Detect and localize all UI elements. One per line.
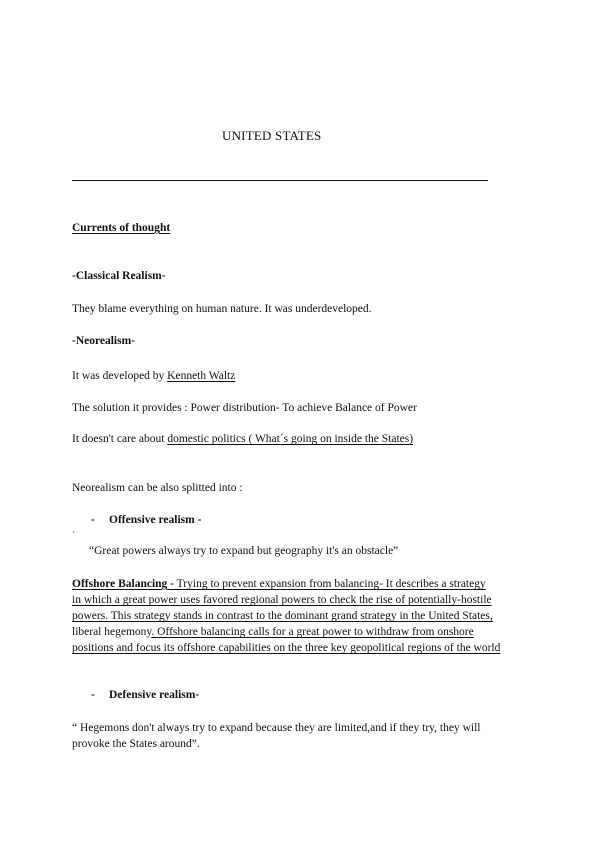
classical-realism-text: They blame everything on human nature. It was underdeveloped. (72, 303, 372, 315)
liberal-hegemony: liberal hegemony (72, 626, 152, 638)
defensive-bullet: - (91, 689, 95, 701)
heading-offensive-realism: Offensive realism - (109, 514, 202, 526)
offshore-balancing-label: Offshore Balancing - (72, 578, 175, 590)
offshore-line-1 (72, 577, 486, 591)
heading-defensive-realism: Defensive realism- (109, 689, 200, 701)
offshore-line-4 (72, 625, 474, 639)
care-prefix: It doesn't care about (72, 433, 168, 445)
defensive-quote-line-1: “ Hegemons don't always try to expand because they are limited,and if they try, they will (72, 722, 481, 734)
heading-neorealism: -Neorealism- (72, 335, 136, 347)
offshore-line-4b: . Offshore balancing calls for a great power to withdraw from onshore (151, 626, 474, 638)
neorealism-developed-line (72, 369, 235, 383)
offshore-line-2a: in which a great power (72, 594, 181, 606)
neorealism-care-line (72, 432, 413, 446)
developed-prefix: It was developed by (72, 370, 168, 382)
neorealism-solution: The solution it provides : Power distribution- To achieve Balance of Power (72, 402, 417, 414)
offshore-line-5: positions and focus its offshore capabilities on the three key geopolitical regions of the world (72, 642, 501, 654)
section-heading-currents: Currents of thought (72, 222, 171, 234)
offshore-line-1-text: Trying to prevent expansion from balancing- It describes a strategy (174, 578, 486, 590)
offshore-line-2b: uses favored regional powers to check the rise of potentially-hostile (180, 594, 492, 606)
offshore-line-2 (72, 593, 492, 607)
stray-mark: ´ (72, 530, 75, 540)
offensive-quote: “Great powers always try to expand but geography it's an obstacle” (89, 545, 399, 557)
defensive-quote-line-2: provoke the States around”. (72, 738, 200, 750)
title-divider (72, 180, 488, 181)
neorealism-split: Neorealism can be also splitted into : (72, 482, 243, 494)
page-title: UNITED STATES (222, 128, 322, 143)
domestic-politics-link[interactable]: domestic politics ( What´s going on inside the States) (167, 433, 414, 445)
offensive-bullet: - (91, 514, 95, 526)
offshore-line-3: powers. This strategy stands in contrast to the dominant grand strategy in the United States, (72, 610, 493, 622)
heading-classical-realism: -Classical Realism- (72, 270, 166, 282)
kenneth-waltz-link[interactable]: Kenneth Waltz (167, 370, 236, 382)
